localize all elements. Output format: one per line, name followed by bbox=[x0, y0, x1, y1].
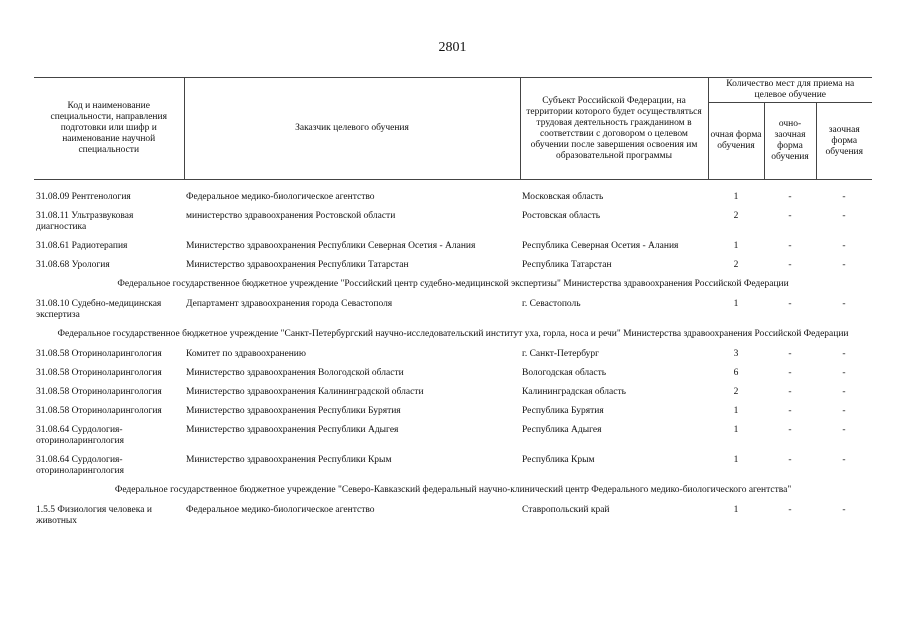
subject-cell: Ростовская область bbox=[522, 211, 601, 221]
subject-cell: Вологодская область bbox=[522, 368, 607, 378]
parttime-count-cell: - bbox=[788, 260, 792, 270]
customer-cell: Министерство здравоохранения Республики Северная Осетия - Алания bbox=[186, 241, 476, 251]
table-row bbox=[34, 502, 872, 532]
subject-cell: Республика Адыгея bbox=[522, 425, 602, 435]
group-header-row bbox=[34, 276, 872, 296]
parttime-count-cell: - bbox=[788, 387, 792, 397]
specialty-cell: 31.08.58 Оториноларингология bbox=[36, 349, 162, 359]
fulltime-count-cell: 1 bbox=[733, 425, 739, 435]
specialty-cell: 31.08.58 Оториноларингология bbox=[36, 406, 162, 416]
customer-cell: Министерство здравоохранения Республики Адыгея bbox=[186, 425, 399, 435]
table-row bbox=[34, 238, 872, 257]
subject-cell: Ставропольский край bbox=[522, 505, 610, 515]
organization-title: Федеральное государственное бюджетное учреждение "Санкт-Петербургский научно-исследовательский институт уха, горла, носа и речи" Министерства здравоохранения Российской Федерации bbox=[57, 329, 849, 339]
header-specialty: Код и наименование специальности, направления подготовки или шифр и наименование научной специальности bbox=[34, 78, 184, 180]
parttime-count-cell: - bbox=[788, 505, 792, 515]
fulltime-count-cell: 1 bbox=[733, 455, 739, 465]
distance-count-cell: - bbox=[842, 406, 846, 416]
distance-count-cell: - bbox=[842, 387, 846, 397]
group-header-row bbox=[34, 482, 872, 502]
organization-title: Федеральное государственное бюджетное учреждение "Российский центр судебно-медицинской экспертизы" Министерства здравоохранения Российской Федерации bbox=[117, 279, 789, 289]
group-header-row bbox=[34, 326, 872, 346]
specialty-cell: 31.08.11 Ультразвуковая диагностика bbox=[36, 211, 134, 232]
parttime-count-cell: - bbox=[788, 455, 792, 465]
fulltime-count-cell: 1 bbox=[733, 241, 739, 251]
table-row bbox=[34, 346, 872, 365]
customer-cell: Министерство здравоохранения Вологодской области bbox=[186, 368, 404, 378]
subject-cell: Республика Северная Осетия - Алания bbox=[522, 241, 679, 251]
subject-cell: Республика Бурятия bbox=[522, 406, 604, 416]
subject-cell: г. Севастополь bbox=[522, 299, 581, 309]
distance-count-cell: - bbox=[842, 211, 846, 221]
subject-cell: Московская область bbox=[522, 192, 604, 202]
distance-count-cell: - bbox=[842, 505, 846, 515]
subject-cell: г. Санкт-Петербург bbox=[522, 349, 600, 359]
subject-cell: Калининградская область bbox=[522, 387, 626, 397]
customer-cell: Федеральное медико-биологическое агентство bbox=[186, 192, 375, 202]
parttime-count-cell: - bbox=[788, 349, 792, 359]
table-body bbox=[34, 180, 872, 533]
parttime-count-cell: - bbox=[788, 425, 792, 435]
distance-count-cell: - bbox=[842, 455, 846, 465]
header-fulltime: очная форма обучения bbox=[708, 103, 764, 180]
table-row bbox=[34, 403, 872, 422]
admission-quota-table bbox=[34, 77, 872, 532]
table-row bbox=[34, 384, 872, 403]
parttime-count-cell: - bbox=[788, 368, 792, 378]
page-number: 2801 bbox=[438, 40, 467, 55]
customer-cell: Министерство здравоохранения Республики Татарстан bbox=[186, 260, 409, 270]
header-subject: Субъект Российской Федерации, на территории которого будет осуществляться трудовая деятельность гражданином в соответствии с договором о целевом обучении после завершения освоения им образовательной программы bbox=[520, 78, 708, 180]
parttime-count-cell: - bbox=[788, 406, 792, 416]
specialty-cell: 31.08.64 Сурдология-оториноларингология bbox=[36, 455, 124, 476]
fulltime-count-cell: 1 bbox=[733, 192, 739, 202]
header-parttime: очно-заочная форма обучения bbox=[764, 103, 816, 180]
distance-count-cell: - bbox=[842, 368, 846, 378]
specialty-cell: 31.08.64 Сурдология-оториноларингология bbox=[36, 425, 124, 446]
specialty-cell: 31.08.58 Оториноларингология bbox=[36, 387, 162, 397]
parttime-count-cell: - bbox=[788, 192, 792, 202]
table-row bbox=[34, 365, 872, 384]
customer-cell: Министерство здравоохранения Калининградской области bbox=[186, 387, 424, 397]
fulltime-count-cell: 1 bbox=[733, 505, 739, 515]
specialty-cell: 31.08.61 Радиотерапия bbox=[36, 241, 128, 251]
customer-cell: Министерство здравоохранения Республики Крым bbox=[186, 455, 392, 465]
distance-count-cell: - bbox=[842, 299, 846, 309]
fulltime-count-cell: 1 bbox=[733, 406, 739, 416]
customer-cell: министерство здравоохранения Ростовской области bbox=[186, 211, 396, 221]
fulltime-count-cell: 1 bbox=[733, 299, 739, 309]
fulltime-count-cell: 2 bbox=[733, 260, 739, 270]
table-row bbox=[34, 452, 872, 482]
distance-count-cell: - bbox=[842, 260, 846, 270]
parttime-count-cell: - bbox=[788, 211, 792, 221]
specialty-cell: 31.08.68 Урология bbox=[36, 260, 110, 270]
customer-cell: Комитет по здравоохранению bbox=[186, 349, 306, 359]
distance-count-cell: - bbox=[842, 349, 846, 359]
organization-title: Федеральное государственное бюджетное учреждение "Северо-Кавказский федеральный научно-клинический центр Федерального медико-биологического агентства" bbox=[114, 485, 792, 495]
distance-count-cell: - bbox=[842, 425, 846, 435]
header-distance: заочная форма обучения bbox=[816, 103, 872, 180]
header-customer: Заказчик целевого обучения bbox=[184, 78, 520, 180]
distance-count-cell: - bbox=[842, 241, 846, 251]
specialty-cell: 31.08.09 Рентгенология bbox=[36, 192, 131, 202]
table-row bbox=[34, 257, 872, 276]
table-row bbox=[34, 208, 872, 238]
table-row bbox=[34, 422, 872, 452]
subject-cell: Республика Крым bbox=[522, 455, 595, 465]
customer-cell: Федеральное медико-биологическое агентство bbox=[186, 505, 375, 515]
subject-cell: Республика Татарстан bbox=[522, 260, 612, 270]
specialty-cell: 31.08.10 Судебно-медицинская экспертиза bbox=[36, 299, 162, 320]
fulltime-count-cell: 2 bbox=[733, 387, 739, 397]
fulltime-count-cell: 3 bbox=[733, 349, 739, 359]
parttime-count-cell: - bbox=[788, 299, 792, 309]
header-places: Количество мест для приема на целевое обучение bbox=[708, 78, 872, 103]
table-row bbox=[34, 189, 872, 208]
distance-count-cell: - bbox=[842, 192, 846, 202]
fulltime-count-cell: 2 bbox=[733, 211, 739, 221]
customer-cell: Департамент здравоохранения города Севастополя bbox=[186, 299, 393, 309]
specialty-cell: 1.5.5 Физиология человека и животных bbox=[36, 505, 152, 526]
parttime-count-cell: - bbox=[788, 241, 792, 251]
fulltime-count-cell: 6 bbox=[733, 368, 739, 378]
customer-cell: Министерство здравоохранения Республики Бурятия bbox=[186, 406, 401, 416]
specialty-cell: 31.08.58 Оториноларингология bbox=[36, 368, 162, 378]
table-row bbox=[34, 296, 872, 326]
